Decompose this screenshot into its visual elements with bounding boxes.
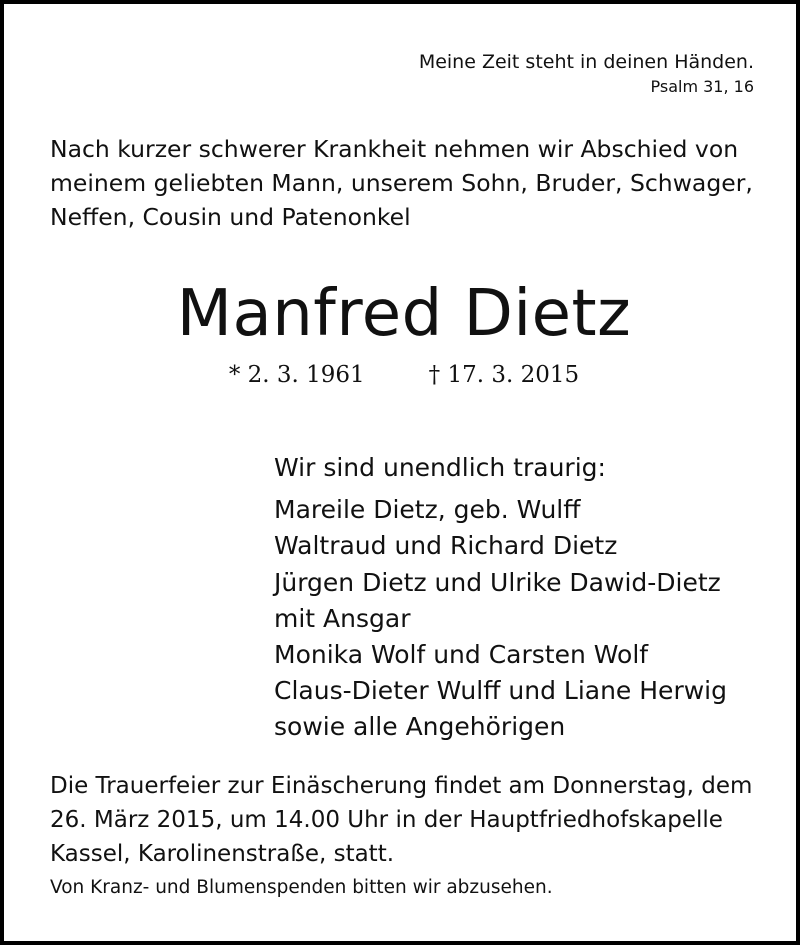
death-date: † 17. 3. 2015: [428, 362, 580, 388]
ceremony-line: Die Trauerfeier zur Einäscherung findet am Donnerstag, dem: [50, 773, 753, 799]
intro-line: meinem geliebten Mann, unserem Sohn, Bruder, Schwager,: [50, 169, 753, 197]
deceased-name: Manfred Dietz: [176, 277, 632, 351]
intro-line: Nach kurzer schwerer Krankheit nehmen wir Abschied von: [50, 135, 739, 163]
mourner-name: sowie alle Angehörigen: [274, 712, 566, 742]
motto-source: Psalm 31, 16: [650, 77, 754, 96]
mourner-name: Jürgen Dietz und Ulrike Dawid-Dietz: [274, 567, 721, 597]
mourner-name: Waltraud und Richard Dietz: [274, 531, 618, 561]
life-dates: [4, 359, 800, 391]
mourner-name: Claus-Dieter Wulff und Liane Herwig: [274, 676, 727, 706]
motto: [419, 49, 754, 99]
mourner-name: mit Ansgar: [274, 603, 411, 633]
ceremony-line: Kassel, Karolinenstraße, statt.: [50, 841, 395, 867]
mourner-name: Mareile Dietz, geb. Wulff: [274, 495, 581, 525]
motto-text: Meine Zeit steht in deinen Händen.: [418, 51, 754, 73]
donations-note: Von Kranz- und Blumenspenden bitten wir abzusehen.: [50, 877, 553, 898]
intro-paragraph: [50, 132, 770, 234]
mourners-list: [274, 450, 727, 746]
birth-date: * 2. 3. 1961: [228, 362, 365, 388]
mourner-name: Monika Wolf und Carsten Wolf: [274, 640, 649, 670]
intro-line: Neffen, Cousin und Patenonkel: [50, 203, 411, 231]
ceremony-line: 26. März 2015, um 14.00 Uhr in der Hauptfriedhofskapelle: [50, 807, 723, 833]
mourners-heading: Wir sind unendlich traurig:: [274, 453, 606, 482]
ceremony-paragraph: [50, 769, 770, 871]
